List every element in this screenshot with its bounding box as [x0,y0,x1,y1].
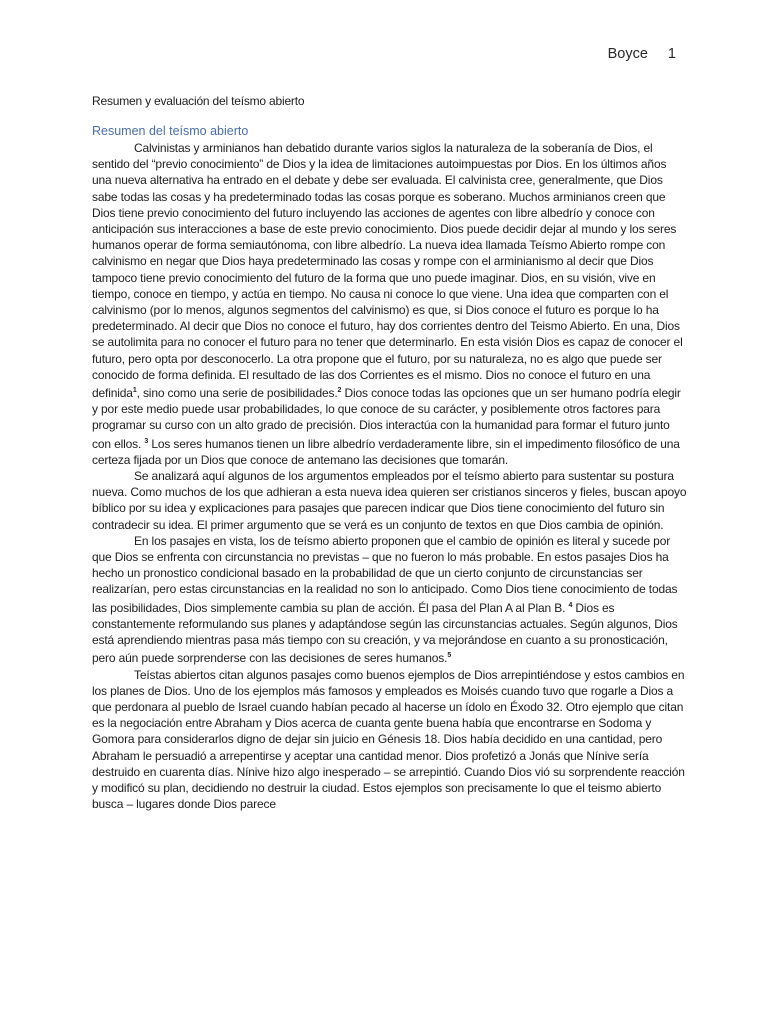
document-title: Resumen y evaluación del teísmo abierto [92,94,305,108]
paragraph-text: Los seres humanos tienen un libre albedrío verdaderamente libre, sin el impedimento filosófico de una certeza fijada por un Dios que conoce de antemano las decisiones que tomarán. [92,436,680,467]
paragraph-text: Calvinistas y arminianos han debatido durante varios siglos la naturaleza de la soberanía de Dios, el sentido del “previo conocimiento” de Dios y la idea de limitaciones autoimpuestas por Dios. En los últimos años una nueva alternativa ha entrado en el debate y debe ser evaluada. El calvinista cree, generalmente, que Dios sabe todas las cosas y ha predeterminado todas las cosas porque es soberano. Muchos arminianos creen que Dios tiene previo conocimiento del futuro incluyendo las acciones de agentes con libre albedrío y conoce con anticipación sus interacciones a base de este previo conocimiento. Dios puede decidir dejar al mundo y los seres humanos operar de forma semiautónoma, con libre albedrío. La nueva idea llamada Teísmo Abierto rompe con calvinismo en negar que Dios haya predeterminado las cosas y rompe con el arminianismo al decir que Dios tampoco tiene previo conocimiento del futuro de la forma que uno puede imaginar. Dios, en su visión, vive en tiempo, conoce en tiempo, y actúa en tiempo. No causa ni conoce lo que viene. Una idea que comparten con el calvinismo (por lo menos, algunos segmentos del calvinismo) es que, si Dios conoce el futuro es porque lo ha predeterminado. Al decir que Dios no conoce el futuro, hay dos corrientes dentro del Teismo Abierto. En una, Dios se autolimita para no conocer el futuro para no tener que determinarlo. En esta visión Dios es capaz de conocer el futuro, pero opta por desconocerlo. La otra propone que el futuro, por su naturaleza, no es algo que puede ser conocido de forma definida. El resultado de las dos Corrientes es el mismo. Dios no conoce el futuro en una definida [92,141,683,401]
footnote-ref: 2 [337,387,342,395]
document-body [92,140,688,812]
footnote-ref: 3 [144,437,149,445]
header-author: Boyce [607,46,648,62]
paragraph-3 [92,533,688,667]
paragraph-text: , sino como una serie de posibilidades. [136,386,338,401]
paragraph-1 [92,140,688,468]
page-number: 1 [667,46,676,62]
paragraph-text: Dios es constantemente reformulando sus planes y adaptándose según las circunstancias actuales. Según algunos, Dios está aprendiendo mientras pasa más tiempo con su creación, y va mejorándose en cuanto a su pronosticación, pero aún puede sorprenderse con las decisiones de seres humanos. [92,600,678,666]
footnote-ref: 1 [132,387,137,395]
page-header [608,46,676,62]
section-heading: Resumen del teísmo abierto [92,124,249,138]
paragraph-4: Teístas abiertos citan algunos pasajes como buenos ejemplos de Dios arrepintiéndose y estos cambios en los planes de Dios. Uno de los ejemplos más famosos y empleados es Moisés cuando tuvo que rogarle a Dios a que perdonara al pueblo de Israel cuando habían pecado al hacerse un ídolo en Éxodo 32. Otro ejemplo que citan es la negociación entre Abraham y Dios acerca de cuanta gente buena había que encontrarse en Sodoma y Gomora para considerarlos digno de dejar sin juicio en Génesis 18. Dios había decidido en una cantidad, pero Abraham le persuadió a arrepentirse y aceptar una cantidad menor. Dios profetizó a Jonás que Nínive sería destruido en cuarenta días. Nínive hizo algo inesperado – se arrepintió. Cuando Dios vió su sorprendente reacción y modificó su plan, decidiendo no destruir la ciudad. Estos ejemplos son precisamente lo que el teismo abierto busca – lugares donde Dios parece [92,667,685,812]
paragraph-text: En los pasajes en vista, los de teísmo abierto proponen que el cambio de opinión es literal y sucede por que Dios se enfrenta con circunstancia no previstas – que no fueron lo más probable. En estos pasajes Dios ha hecho un pronostico condicional basado en la probabilidad de que un cierto conjunto de circunstancias ser realizarían, pero estas circunstancias en la realidad no son lo anticipado. Como Dios tiene conocimiento de todas las posibilidades, Dios simplemente cambia su plan de acción. Él pasa del Plan A al Plan B. [92,533,678,615]
paragraph-2: Se analizará aquí algunos de los argumentos empleados por el teísmo abierto para sustentar su postura nueva. Como muchos de los que adhieran a esta nueva idea quieren ser cristianos sinceros y fieles, buscan apoyo bíblico por su idea y explicaciones para pasajes que parecen indicar que Dios tiene conocimiento del futuro sin contradecir su idea. El primer argumento que se verá es un conjunto de textos en que Dios cambia de opinión. [92,469,687,532]
footnote-ref: 4 [568,601,573,609]
paragraph-text: Dios conoce todas las opciones que un ser humano podría elegir y por este medio puede usar probabilidades, lo que conoce de su carácter, y posiblemente otros factores para programar su curso con un alto grado de precisión. Dios interactúa con la humanidad para formar el futuro junto con ellos. [92,386,681,451]
footnote-ref: 5 [447,652,452,660]
